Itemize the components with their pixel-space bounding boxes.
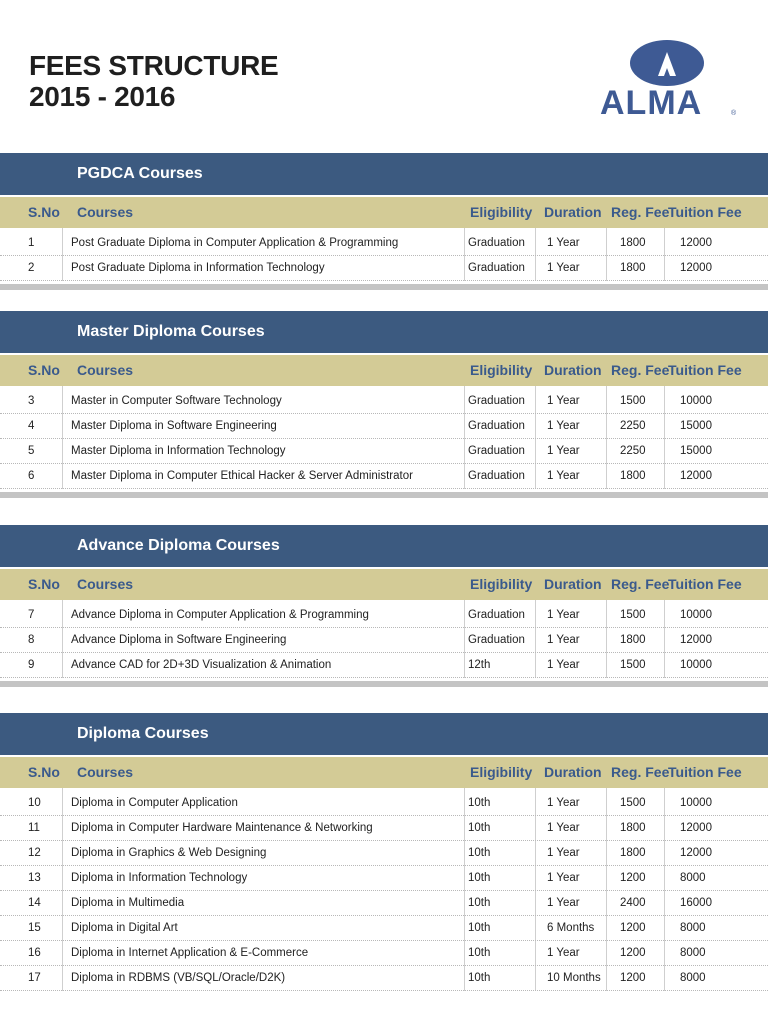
column-header <box>0 355 768 386</box>
cell-tuition-fee: 8000 <box>680 972 706 984</box>
table-row <box>0 439 768 464</box>
cell-duration: 1 Year <box>547 872 580 884</box>
cell-duration: 1 Year <box>547 847 580 859</box>
cell-course: Diploma in Graphics & Web Designing <box>71 847 267 859</box>
cell-sno: 4 <box>28 420 35 432</box>
cell-tuition-fee: 8000 <box>680 922 706 934</box>
cell-reg-fee: 1800 <box>620 822 646 834</box>
cell-tuition-fee: 8000 <box>680 947 706 959</box>
section-diploma <box>0 713 768 991</box>
col-eligibility: Eligibility <box>470 362 533 378</box>
cell-sno: 10 <box>28 797 41 809</box>
cell-course: Post Graduate Diploma in Information Technology <box>71 262 325 274</box>
cell-reg-fee: 1200 <box>620 947 646 959</box>
cell-tuition-fee: 8000 <box>680 872 706 884</box>
cell-duration: 1 Year <box>547 262 580 274</box>
col-tuition-fee: Tuition Fee <box>668 576 742 592</box>
section-divider <box>0 492 768 498</box>
cell-reg-fee: 1500 <box>620 609 646 621</box>
column-header <box>0 197 768 228</box>
cell-course: Master Diploma in Computer Ethical Hacker & Server Administrator <box>71 470 413 482</box>
cell-duration: 1 Year <box>547 237 580 249</box>
cell-eligibility: 10th <box>468 822 491 834</box>
cell-duration: 1 Year <box>547 822 580 834</box>
table-row <box>0 389 768 414</box>
cell-tuition-fee: 12000 <box>680 634 712 646</box>
cell-duration: 1 Year <box>547 897 580 909</box>
cell-eligibility: Graduation <box>468 395 525 407</box>
col-duration: Duration <box>544 576 602 592</box>
section-divider <box>0 681 768 687</box>
cell-course: Diploma in Computer Application <box>71 797 238 809</box>
table-row <box>0 816 768 841</box>
cell-reg-fee: 1800 <box>620 262 646 274</box>
cell-course: Diploma in Information Technology <box>71 872 248 884</box>
col-eligibility: Eligibility <box>470 204 533 220</box>
cell-sno: 9 <box>28 659 35 671</box>
cell-eligibility: Graduation <box>468 445 525 457</box>
table-row <box>0 841 768 866</box>
col-tuition-fee: Tuition Fee <box>668 204 742 220</box>
page-title <box>29 50 278 112</box>
cell-eligibility: Graduation <box>468 262 525 274</box>
cell-course: Diploma in Internet Application & E-Commerce <box>71 947 309 959</box>
table-row <box>0 231 768 256</box>
col-sno: S.No <box>28 362 60 378</box>
cell-eligibility: Graduation <box>468 237 525 249</box>
cell-course: Post Graduate Diploma in Computer Application & Programming <box>71 237 399 249</box>
cell-course: Master Diploma in Information Technology <box>71 445 286 457</box>
cell-reg-fee: 1200 <box>620 872 646 884</box>
cell-sno: 7 <box>28 609 35 621</box>
cell-duration: 1 Year <box>547 947 580 959</box>
cell-duration: 1 Year <box>547 395 580 407</box>
cell-sno: 5 <box>28 445 35 457</box>
table-body <box>0 600 768 678</box>
title-line-1: FEES STRUCTURE <box>29 50 279 81</box>
cell-duration: 1 Year <box>547 797 580 809</box>
col-sno: S.No <box>28 204 60 220</box>
section-title: Diploma Courses <box>0 713 768 755</box>
cell-tuition-fee: 12000 <box>680 237 712 249</box>
cell-tuition-fee: 10000 <box>680 609 712 621</box>
col-eligibility: Eligibility <box>470 764 533 780</box>
section-title: PGDCA Courses <box>0 153 768 195</box>
cell-sno: 3 <box>28 395 35 407</box>
cell-reg-fee: 1500 <box>620 659 646 671</box>
cell-sno: 15 <box>28 922 41 934</box>
cell-tuition-fee: 12000 <box>680 470 712 482</box>
table-row <box>0 628 768 653</box>
cell-tuition-fee: 10000 <box>680 659 712 671</box>
col-tuition-fee: Tuition Fee <box>668 362 742 378</box>
column-header <box>0 569 768 600</box>
cell-eligibility: 10th <box>468 972 491 984</box>
cell-sno: 6 <box>28 470 35 482</box>
table-row <box>0 603 768 628</box>
table-row <box>0 866 768 891</box>
cell-eligibility: 10th <box>468 872 491 884</box>
col-reg-fee: Reg. Fee <box>611 204 670 220</box>
cell-course: Advance Diploma in Computer Application & Programming <box>71 609 369 621</box>
cell-reg-fee: 1200 <box>620 922 646 934</box>
cell-tuition-fee: 16000 <box>680 897 712 909</box>
cell-tuition-fee: 12000 <box>680 822 712 834</box>
cell-reg-fee: 1500 <box>620 395 646 407</box>
cell-course: Diploma in Computer Hardware Maintenance & Networking <box>71 822 373 834</box>
cell-reg-fee: 1200 <box>620 972 646 984</box>
cell-reg-fee: 2400 <box>620 897 646 909</box>
logo-registered-mark: ® <box>731 110 737 117</box>
col-courses: Courses <box>77 204 134 220</box>
logo-text: ALMA <box>600 84 703 122</box>
cell-course: Diploma in Multimedia <box>71 897 185 909</box>
cell-eligibility: Graduation <box>468 609 525 621</box>
col-courses: Courses <box>77 576 134 592</box>
col-reg-fee: Reg. Fee <box>611 576 670 592</box>
section-advance-diploma <box>0 525 768 687</box>
section-title: Advance Diploma Courses <box>0 525 768 567</box>
cell-tuition-fee: 15000 <box>680 445 712 457</box>
cell-reg-fee: 1800 <box>620 847 646 859</box>
cell-tuition-fee: 10000 <box>680 797 712 809</box>
section-title: Master Diploma Courses <box>0 311 768 353</box>
cell-duration: 6 Months <box>547 922 595 934</box>
cell-duration: 1 Year <box>547 470 580 482</box>
cell-tuition-fee: 12000 <box>680 847 712 859</box>
cell-sno: 1 <box>28 237 35 249</box>
cell-duration: 10 Months <box>547 972 601 984</box>
cell-reg-fee: 1500 <box>620 797 646 809</box>
cell-sno: 12 <box>28 847 41 859</box>
col-courses: Courses <box>77 764 134 780</box>
cell-duration: 1 Year <box>547 445 580 457</box>
table-row <box>0 891 768 916</box>
alma-logo <box>600 40 740 126</box>
col-duration: Duration <box>544 764 602 780</box>
table-body <box>0 228 768 281</box>
cell-course: Master Diploma in Software Engineering <box>71 420 277 432</box>
col-duration: Duration <box>544 362 602 378</box>
col-tuition-fee: Tuition Fee <box>668 764 742 780</box>
cell-tuition-fee: 12000 <box>680 262 712 274</box>
table-row <box>0 256 768 281</box>
cell-sno: 14 <box>28 897 41 909</box>
cell-reg-fee: 1800 <box>620 470 646 482</box>
col-sno: S.No <box>28 764 60 780</box>
cell-course: Diploma in RDBMS (VB/SQL/Oracle/D2K) <box>71 972 286 984</box>
cell-eligibility: Graduation <box>468 420 525 432</box>
cell-sno: 17 <box>28 972 41 984</box>
cell-course: Diploma in Digital Art <box>71 922 178 934</box>
table-body <box>0 788 768 991</box>
cell-duration: 1 Year <box>547 420 580 432</box>
cell-eligibility: 10th <box>468 797 491 809</box>
cell-reg-fee: 1800 <box>620 634 646 646</box>
cell-sno: 8 <box>28 634 35 646</box>
alma-logo-icon <box>630 40 704 86</box>
title-line-2: 2015 - 2016 <box>29 81 176 112</box>
cell-sno: 13 <box>28 872 41 884</box>
cell-eligibility: 10th <box>468 897 491 909</box>
cell-eligibility: Graduation <box>468 470 525 482</box>
section-master-diploma <box>0 311 768 498</box>
col-reg-fee: Reg. Fee <box>611 362 670 378</box>
table-row <box>0 941 768 966</box>
cell-eligibility: 10th <box>468 847 491 859</box>
table-row <box>0 414 768 439</box>
cell-course: Advance Diploma in Software Engineering <box>71 634 287 646</box>
cell-duration: 1 Year <box>547 634 580 646</box>
table-row <box>0 464 768 489</box>
cell-eligibility: Graduation <box>468 634 525 646</box>
table-body <box>0 386 768 489</box>
col-duration: Duration <box>544 204 602 220</box>
cell-tuition-fee: 15000 <box>680 420 712 432</box>
cell-reg-fee: 2250 <box>620 445 646 457</box>
column-header <box>0 757 768 788</box>
cell-course: Advance CAD for 2D+3D Visualization & Animation <box>71 659 332 671</box>
cell-duration: 1 Year <box>547 659 580 671</box>
table-row <box>0 653 768 678</box>
cell-reg-fee: 2250 <box>620 420 646 432</box>
table-row <box>0 791 768 816</box>
cell-sno: 2 <box>28 262 35 274</box>
col-courses: Courses <box>77 362 134 378</box>
cell-tuition-fee: 10000 <box>680 395 712 407</box>
col-sno: S.No <box>28 576 60 592</box>
cell-eligibility: 10th <box>468 922 491 934</box>
cell-eligibility: 12th <box>468 659 491 671</box>
cell-course: Master in Computer Software Technology <box>71 395 282 407</box>
table-row <box>0 966 768 991</box>
col-eligibility: Eligibility <box>470 576 533 592</box>
col-reg-fee: Reg. Fee <box>611 764 670 780</box>
table-row <box>0 916 768 941</box>
cell-sno: 16 <box>28 947 41 959</box>
cell-reg-fee: 1800 <box>620 237 646 249</box>
section-divider <box>0 284 768 290</box>
cell-duration: 1 Year <box>547 609 580 621</box>
cell-eligibility: 10th <box>468 947 491 959</box>
section-pgdca <box>0 153 768 290</box>
cell-sno: 11 <box>28 822 40 834</box>
